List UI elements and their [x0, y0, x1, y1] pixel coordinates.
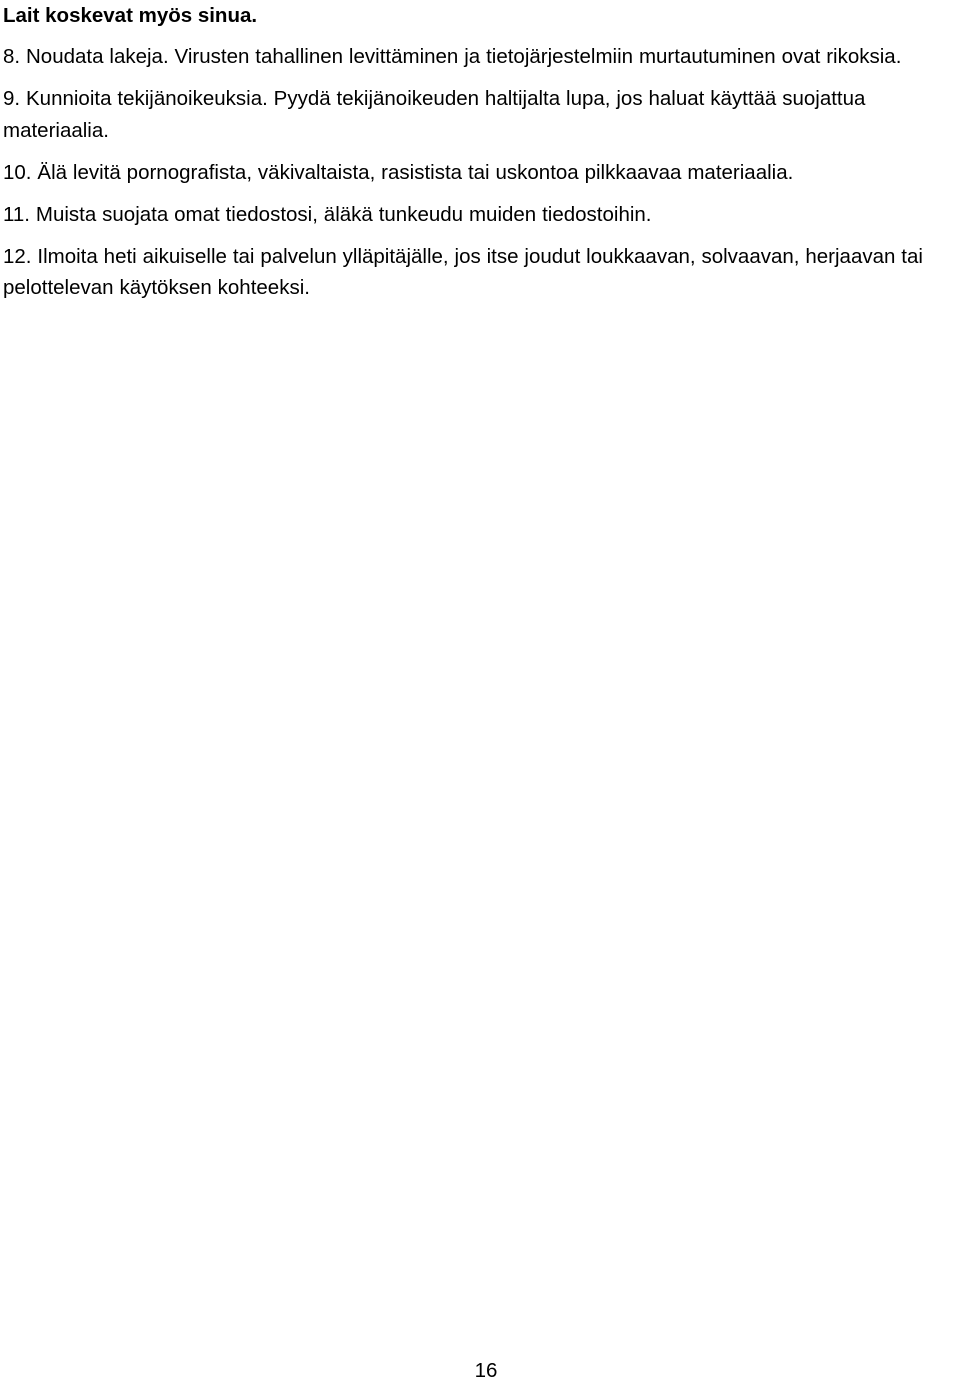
rule-item-9: 9. Kunnioita tekijänoikeuksia. Pyydä tekijänoikeuden haltijalta lupa, jos haluat käyttää suojattua materiaalia. — [3, 87, 866, 142]
section-heading: Lait koskevat myös sinua. — [3, 4, 258, 27]
rule-item-8: 8. Noudata lakeja. Virusten tahallinen levittäminen ja tietojärjestelmiin murtautuminen ovat rikoksia. — [3, 45, 902, 68]
rules-list — [3, 41, 960, 314]
rule-item-11: 11. Muista suojata omat tiedostosi, äläkä tunkeudu muiden tiedostoihin. — [3, 202, 652, 226]
rule-item-10: 10. Älä levitä pornografista, väkivaltaista, rasistista tai uskontoa pilkkaavaa materiaalia. — [3, 160, 794, 184]
rule-item-12: 12. Ilmoita heti aikuiselle tai palvelun ylläpitäjälle, jos itse joudut loukkaavan, solvaavan, herjaavan tai pelottelevan käytöksen kohteeksi. — [3, 244, 923, 299]
page-number: 16 — [474, 1359, 498, 1382]
